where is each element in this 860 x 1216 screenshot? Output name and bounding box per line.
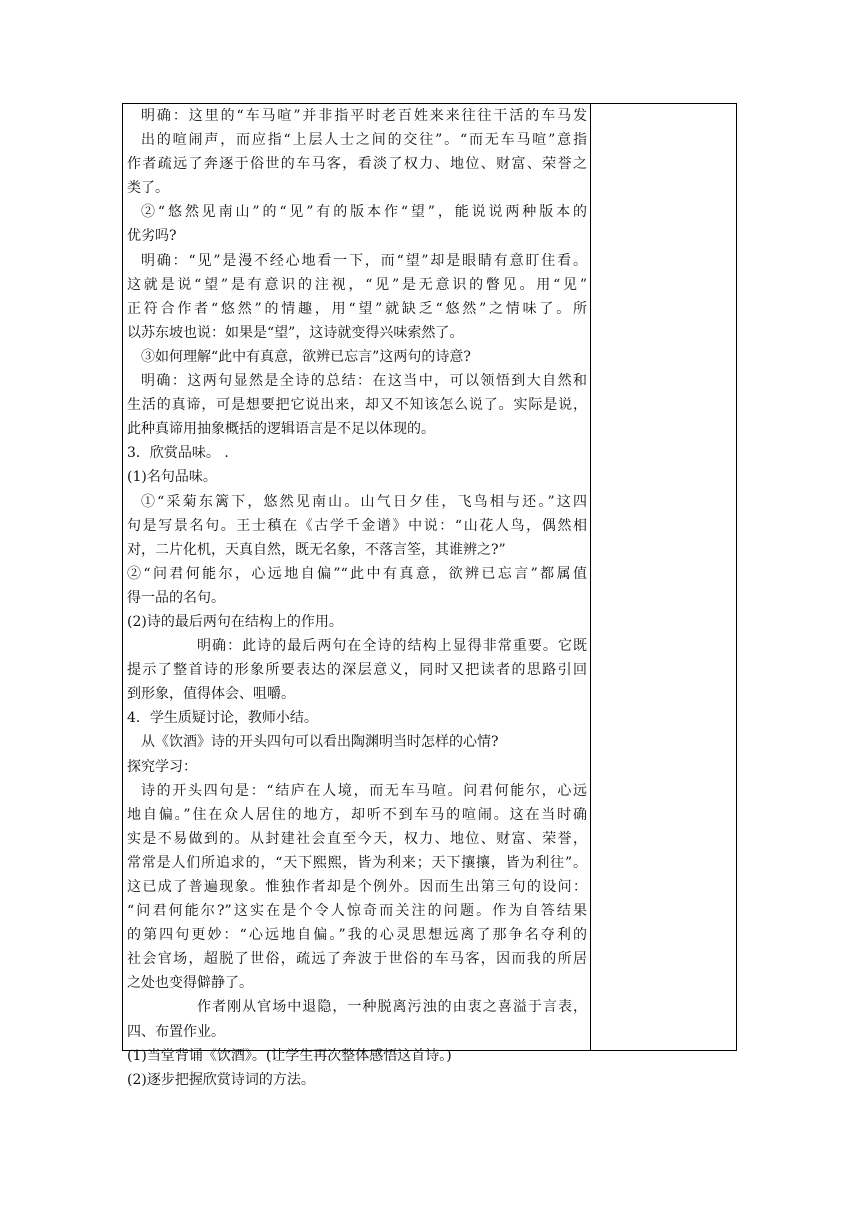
text-line: 正符合作者“悠然”的情趣，用“望”就缺乏“悠然”之情味了。所 (127, 300, 587, 317)
text-line: 句是写景名句。王士稹在《古学千金谱》中说：“山花人鸟，偶然相 (127, 517, 587, 534)
text-line: 明确：“见”是漫不经心地看一下，而“望”却是眼睛有意盯住看。 (141, 252, 587, 269)
text-line: (1)当堂背诵《饮酒》。(让学生再次整体感悟这首诗。) (127, 1047, 452, 1064)
text-line: “问君何能尔?”这实在是个令人惊奇而关注的问题。作为自答结果 (127, 903, 587, 920)
text-line: 明确：此诗的最后两句在全诗的结构上显得非常重要。它既 (197, 638, 587, 655)
text-line: ①“采菊东篱下，悠然见南山。山气日夕佳，飞鸟相与还。”这四 (141, 493, 587, 510)
column-divider (590, 104, 591, 1050)
text-line: 作者刚从官场中退隐，一种脱离污浊的由衷之喜溢于言表， (197, 999, 587, 1016)
text-line: (2)诗的最后两句在结构上的作用。 (127, 613, 343, 630)
text-line: 常常是人们所追求的，“天下熙熙，皆为利来；天下攘攘，皆为利往”。 (127, 854, 587, 871)
text-line: 得一品的名句。 (127, 589, 225, 606)
text-line: 4．学生质疑讨论，教师小结。 (127, 710, 318, 727)
text-line: 这就是说“望”是有意识的注视，“见”是无意识的瞥见。用“见” (127, 276, 587, 293)
text-line: ③如何理解“此中有真意，欲辨已忘言”这两句的诗意? (141, 348, 471, 365)
text-line: 以苏东坡也说：如果是“望”，这诗就变得兴味索然了。 (127, 324, 464, 341)
text-line: 从《饮酒》诗的开头四句可以看出陶渊明当时怎样的心情? (141, 734, 499, 751)
content-cell (127, 104, 587, 1092)
text-line: (1)名句品味。 (127, 469, 217, 486)
text-line: 明确：这里的“车马喧”并非指平时老百姓来来往往干活的车马发 (141, 108, 587, 124)
lesson-plan-table (122, 103, 737, 1088)
text-line: 地自偏。”住在众人居住的地方，却听不到车马的喧闹。这在当时确 (127, 806, 587, 823)
text-line: 的第四句更妙：“心远地自偏。”我的心灵思想远离了那争名夺利的 (127, 927, 587, 944)
text-line: 3．欣赏品味。 . (127, 445, 229, 462)
text-line: 实是不易做到的。从封建社会直至今天，权力、地位、财富、荣誉， (127, 830, 587, 847)
text-line: 作者疏远了奔逐于俗世的车马客，看淡了权力、地位、财富、荣誉之 (127, 156, 587, 173)
text-line: 优劣吗? (127, 228, 177, 245)
text-line: 出的喧闹声，而应指“上层人士之间的交往”。“而无车马喧”意指 (141, 132, 587, 149)
text-line: 四、布置作业。 (127, 1023, 225, 1040)
text-line: ②“问君何能尔，心远地自偏”“此中有真意，欲辨已忘言”都属值 (127, 565, 587, 582)
text-line: (2)逐步把握欣赏诗词的方法。 (127, 1071, 315, 1088)
text-line: 之处也变得僻静了。 (127, 975, 253, 992)
text-line: 生活的真谛，可是想要把它说出来，却又不知该怎么说了。实际是说， (127, 397, 587, 414)
text-line: 明确：这两句显然是全诗的总结：在这当中，可以领悟到大自然和 (141, 373, 587, 390)
text-line: 社会官场，超脱了世俗，疏远了奔波于世俗的车马客，因而我的所居 (127, 951, 587, 968)
text-line: 对，二片化机，天真自然，既无名象，不落言筌，其谁辨之?” (127, 541, 506, 558)
text-line: 探究学习： (127, 758, 197, 775)
text-line: 到形象，值得体会、咀嚼。 (127, 686, 295, 703)
text-line: 类了。 (127, 180, 169, 197)
text-line: 诗的开头四句是：“结庐在人境，而无车马喧。问君何能尔，心远 (141, 782, 587, 799)
text-line: 这已成了普遍现象。惟独作者却是个例外。因而生出第三句的设问： (127, 879, 587, 895)
text-line: ②“悠然见南山”的“见”有的版本作“望”，能说说两种版本的 (141, 204, 587, 221)
text-line: 提示了整首诗的形象所要表达的深层意义，同时又把读者的思路引回 (127, 662, 587, 679)
text-line: 此种真谛用抽象概括的逻辑语言是不足以体现的。 (127, 421, 435, 438)
